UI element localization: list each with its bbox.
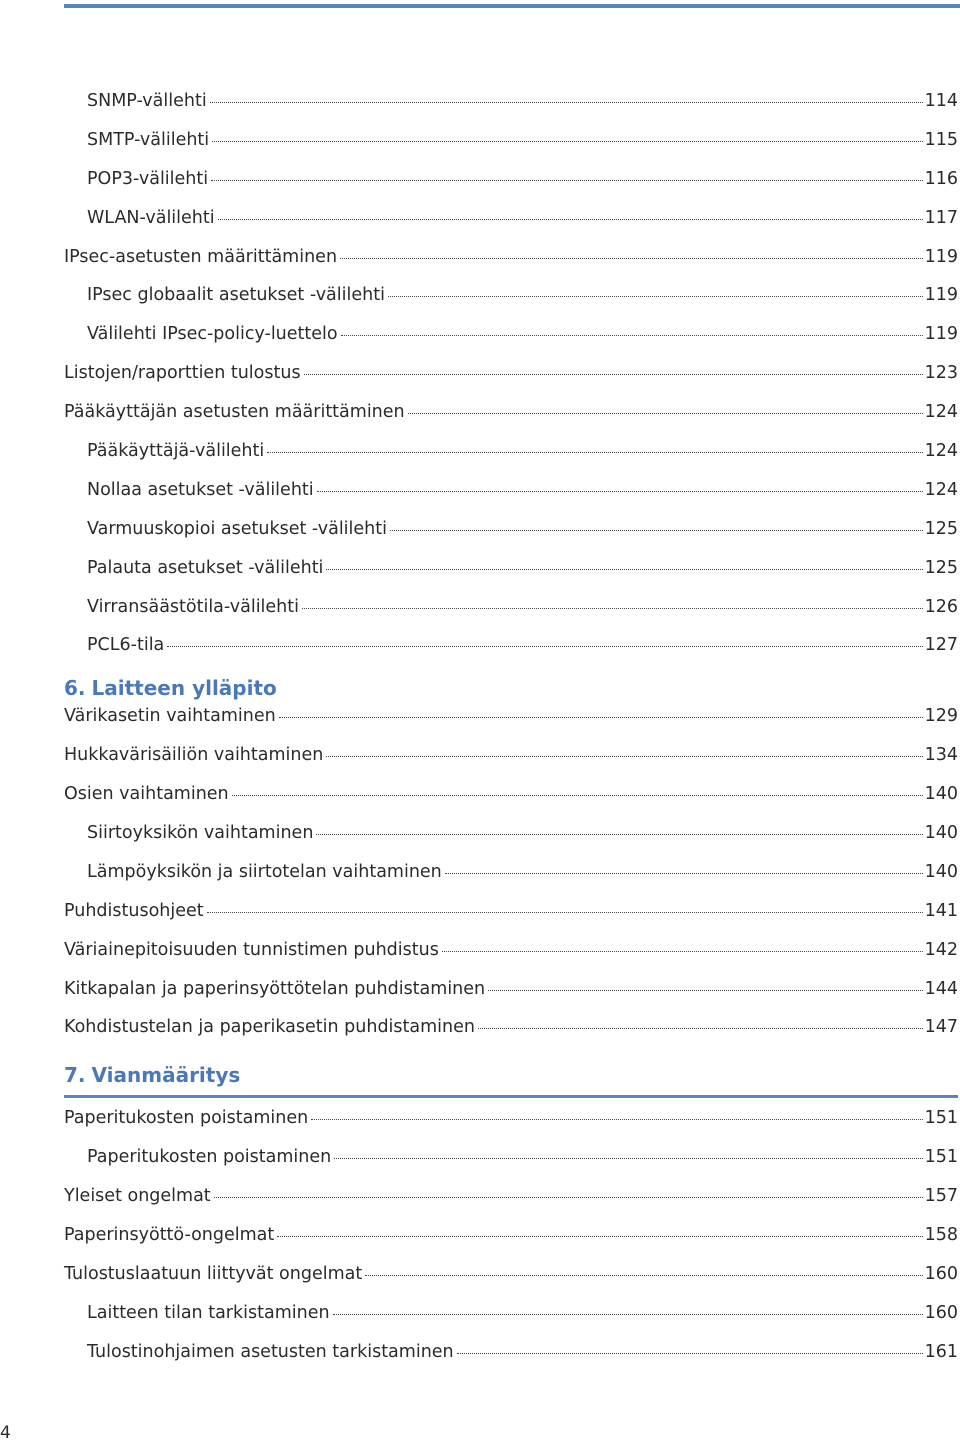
toc-entry-common-problems[interactable] bbox=[64, 1186, 958, 1225]
toc-entry-page: 151 bbox=[924, 1147, 958, 1168]
toc-entry-label: Välilehti IPsec-policy-luettelo bbox=[87, 324, 338, 345]
dot-leader bbox=[218, 219, 923, 220]
dot-leader bbox=[207, 912, 923, 913]
toc-entry-label: Nollaa asetukset -välilehti bbox=[87, 479, 314, 500]
dot-leader bbox=[302, 608, 923, 609]
toc-entry-label: Kohdistustelan ja paperikasetin puhdistaminen bbox=[64, 1017, 475, 1038]
dot-leader bbox=[442, 951, 923, 952]
toc-entry-label: Paperinsyöttö-ongelmat bbox=[64, 1225, 275, 1246]
toc-entry-pcl6-mode[interactable] bbox=[64, 635, 958, 674]
toc-entry-label: PCL6-tila bbox=[87, 635, 165, 656]
dot-leader bbox=[478, 1028, 923, 1029]
toc-entry-ipsec-policy-tab[interactable] bbox=[64, 324, 958, 363]
toc-entry-label: WLAN-välilehti bbox=[87, 207, 215, 228]
toc-entry-page: 124 bbox=[924, 441, 958, 462]
toc-entry-label: Värikasetin vaihtaminen bbox=[64, 706, 276, 727]
dot-leader bbox=[408, 413, 923, 414]
toc-entry-lists-reports[interactable] bbox=[64, 363, 958, 402]
toc-entry-paper-feed-problems[interactable] bbox=[64, 1225, 958, 1264]
dot-leader bbox=[333, 1314, 923, 1315]
toc-entry-page: 125 bbox=[924, 557, 958, 578]
toc-entry-registration-roller[interactable] bbox=[64, 1017, 958, 1056]
chapter-title: Laitteen ylläpito bbox=[91, 676, 277, 701]
toc-entry-label: SMTP-välilehti bbox=[87, 129, 210, 150]
toc-entry-admin-tab[interactable] bbox=[64, 441, 958, 480]
toc-entry-label: Palauta asetukset -välilehti bbox=[87, 557, 324, 578]
chapter-number: 6. bbox=[64, 676, 86, 701]
dot-leader bbox=[488, 990, 922, 991]
toc-entry-label: Hukkavärisäiliön vaihtaminen bbox=[64, 745, 324, 766]
toc-entry-page: 114 bbox=[924, 91, 958, 111]
toc-entry-label: SNMP-vällehti bbox=[87, 91, 207, 111]
toc-entry-label: Siirtoyksikön vaihtaminen bbox=[87, 823, 314, 844]
toc-entry-wlan-tab[interactable] bbox=[64, 208, 958, 247]
table-of-contents bbox=[64, 91, 958, 1381]
dot-leader bbox=[232, 795, 923, 796]
dot-leader bbox=[277, 1236, 922, 1237]
toc-entry-pop3-tab[interactable] bbox=[64, 169, 958, 208]
toc-entry-page: 117 bbox=[924, 207, 958, 228]
toc-entry-page: 160 bbox=[924, 1263, 958, 1284]
toc-entry-paper-jams[interactable] bbox=[64, 1108, 958, 1147]
dot-leader bbox=[457, 1353, 923, 1354]
dot-leader bbox=[212, 141, 922, 142]
toc-entry-friction-pad[interactable] bbox=[64, 979, 958, 1018]
toc-entry-page: 119 bbox=[924, 285, 958, 306]
toc-entry-label: Paperitukosten poistaminen bbox=[64, 1108, 309, 1129]
toc-entry-page: 161 bbox=[924, 1341, 958, 1362]
toc-entry-ipsec-settings[interactable] bbox=[64, 247, 958, 286]
toc-entry-density-sensor[interactable] bbox=[64, 940, 958, 979]
page-number: 4 bbox=[0, 1423, 11, 1443]
toc-entry-page: 134 bbox=[924, 745, 958, 766]
toc-entry-label: Lämpöyksikön ja siirtotelan vaihtaminen bbox=[87, 861, 442, 882]
toc-entry-page: 125 bbox=[924, 518, 958, 539]
toc-entry-label: IPsec-asetusten määrittäminen bbox=[64, 246, 338, 267]
dot-leader bbox=[326, 756, 922, 757]
toc-entry-label: Laitteen tilan tarkistaminen bbox=[87, 1302, 330, 1323]
toc-entry-page: 142 bbox=[924, 939, 958, 960]
toc-entry-label: Puhdistusohjeet bbox=[64, 900, 204, 921]
dot-leader bbox=[317, 491, 923, 492]
toc-entry-waste-toner[interactable] bbox=[64, 745, 958, 784]
toc-entry-page: 140 bbox=[924, 823, 958, 844]
toc-entry-fusing-unit[interactable] bbox=[64, 862, 958, 901]
toc-entry-page: 160 bbox=[924, 1302, 958, 1323]
toc-entry-cleaning[interactable] bbox=[64, 901, 958, 940]
toc-entry-label: Pääkäyttäjä-välilehti bbox=[87, 441, 265, 462]
toc-entry-label: POP3-välilehti bbox=[87, 168, 209, 189]
dot-leader bbox=[316, 834, 922, 835]
toc-entry-paper-jams-sub[interactable] bbox=[64, 1147, 958, 1186]
dot-leader bbox=[211, 180, 922, 181]
toc-entry-restore-tab[interactable] bbox=[64, 558, 958, 597]
chapter-heading-6[interactable] bbox=[64, 670, 958, 706]
dot-leader bbox=[214, 1197, 923, 1198]
dot-leader bbox=[334, 1158, 922, 1159]
top-rule bbox=[64, 4, 960, 8]
toc-entry-label: Tulostinohjaimen asetusten tarkistaminen bbox=[87, 1341, 454, 1362]
toc-entry-label: Virransäästötila-välilehti bbox=[87, 596, 299, 617]
toc-entry-page: 140 bbox=[924, 784, 958, 805]
dot-leader bbox=[341, 335, 923, 336]
toc-entry-smtp-tab[interactable] bbox=[64, 130, 958, 169]
chapter-heading-7[interactable] bbox=[64, 1057, 958, 1093]
toc-entry-page: 129 bbox=[924, 706, 958, 727]
dot-leader bbox=[311, 1119, 922, 1120]
chapter-title: Vianmääritys bbox=[91, 1063, 241, 1088]
toc-entry-page: 140 bbox=[924, 861, 958, 882]
toc-entry-machine-status[interactable] bbox=[64, 1303, 958, 1342]
toc-entry-label: Paperitukosten poistaminen bbox=[87, 1147, 332, 1168]
toc-entry-page: 115 bbox=[924, 129, 958, 150]
dot-leader bbox=[167, 646, 922, 647]
toc-entry-page: 147 bbox=[924, 1017, 958, 1038]
toc-entry-transfer-unit[interactable] bbox=[64, 823, 958, 862]
dot-leader bbox=[304, 374, 923, 375]
toc-entry-page: 157 bbox=[924, 1186, 958, 1207]
toc-entry-label: Varmuuskopioi asetukset -välilehti bbox=[87, 518, 387, 539]
dot-leader bbox=[390, 530, 923, 531]
toc-entry-page: 158 bbox=[924, 1225, 958, 1246]
toc-entry-page: 144 bbox=[924, 978, 958, 999]
toc-entry-page: 124 bbox=[924, 402, 958, 423]
toc-entry-snmp-tab[interactable] bbox=[64, 91, 958, 130]
toc-entry-label: Pääkäyttäjän asetusten määrittäminen bbox=[64, 402, 405, 423]
toc-entry-page: 126 bbox=[924, 596, 958, 617]
toc-entry-label: Osien vaihtaminen bbox=[64, 784, 229, 805]
toc-entry-label: IPsec globaalit asetukset -välilehti bbox=[87, 285, 385, 306]
toc-entry-label: Listojen/raporttien tulostus bbox=[64, 363, 301, 384]
toc-entry-page: 119 bbox=[924, 246, 958, 267]
toc-entry-ipsec-global-tab[interactable] bbox=[64, 285, 958, 324]
toc-entry-page: 123 bbox=[924, 363, 958, 384]
toc-entry-page: 124 bbox=[924, 479, 958, 500]
toc-entry-page: 141 bbox=[924, 900, 958, 921]
toc-entry-toner-replace[interactable] bbox=[64, 706, 958, 745]
toc-entry-page: 127 bbox=[924, 635, 958, 656]
toc-entry-label: Tulostuslaatuun liittyvät ongelmat bbox=[64, 1263, 363, 1284]
toc-entry-reset-tab[interactable] bbox=[64, 480, 958, 519]
toc-entry-parts-replace[interactable] bbox=[64, 784, 958, 823]
toc-entry-backup-tab[interactable] bbox=[64, 519, 958, 558]
toc-entry-driver-settings[interactable] bbox=[64, 1342, 958, 1381]
toc-entry-print-quality[interactable] bbox=[64, 1264, 958, 1303]
toc-entry-admin-settings[interactable] bbox=[64, 402, 958, 441]
toc-entry-label: Yleiset ongelmat bbox=[64, 1186, 211, 1207]
toc-entry-label: Väriainepitoisuuden tunnistimen puhdistus bbox=[64, 939, 439, 960]
chapter-number: 7. bbox=[64, 1063, 86, 1088]
toc-entry-label: Kitkapalan ja paperinsyöttötelan puhdistaminen bbox=[64, 978, 486, 999]
dot-leader bbox=[388, 296, 923, 297]
toc-entry-page: 119 bbox=[924, 324, 958, 345]
dot-leader bbox=[445, 873, 923, 874]
dot-leader bbox=[326, 569, 922, 570]
dot-leader bbox=[340, 258, 923, 259]
toc-entry-page: 151 bbox=[924, 1108, 958, 1129]
heading-rule bbox=[64, 1095, 958, 1098]
dot-leader bbox=[279, 717, 923, 718]
dot-leader bbox=[210, 102, 923, 103]
toc-entry-energy-saver-tab[interactable] bbox=[64, 597, 958, 636]
toc-entry-page: 116 bbox=[924, 168, 958, 189]
dot-leader bbox=[267, 452, 922, 453]
dot-leader bbox=[365, 1275, 922, 1276]
